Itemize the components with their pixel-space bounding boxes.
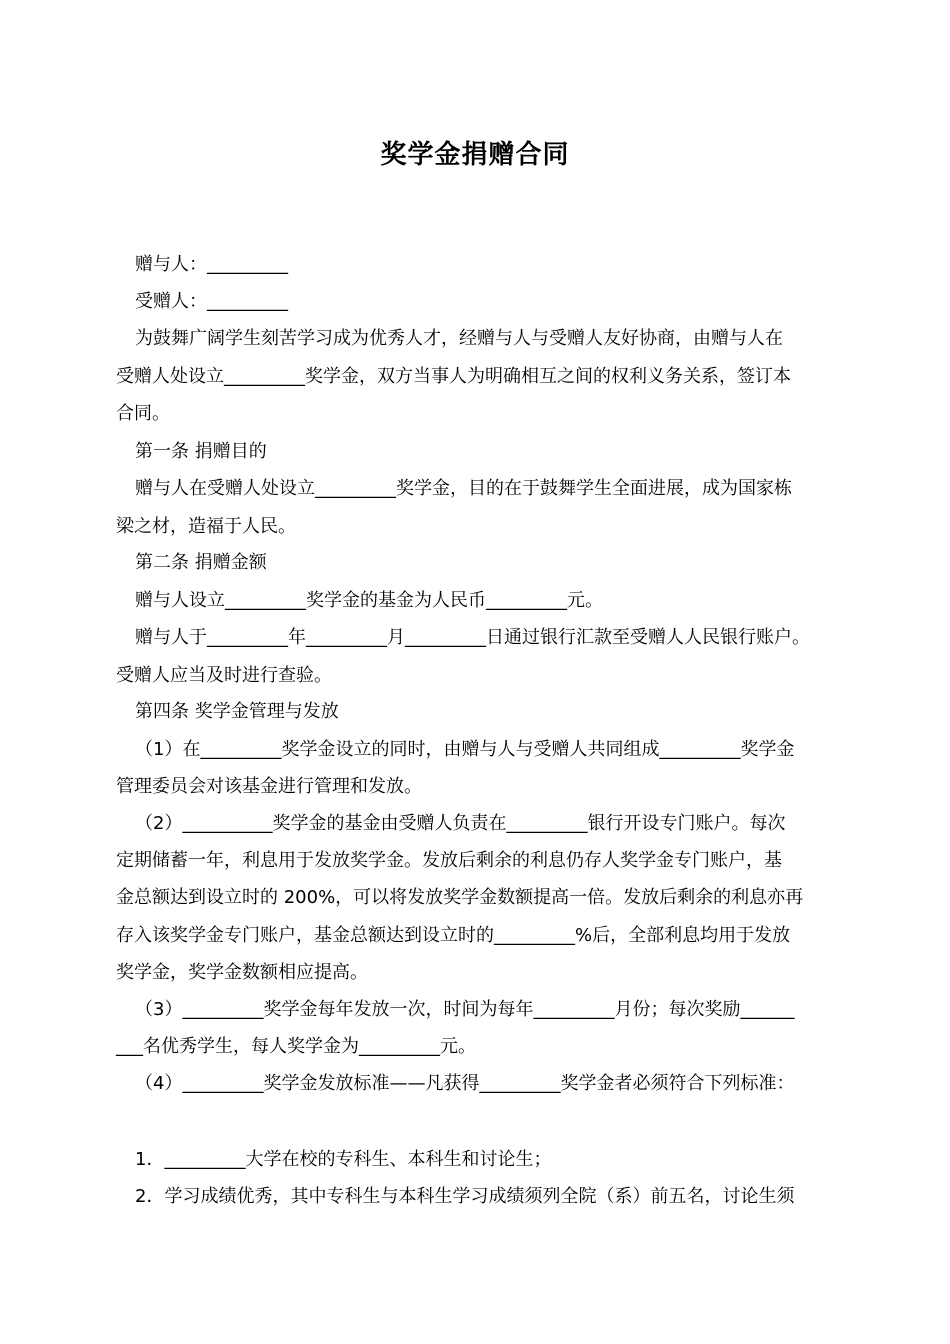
preamble-line: 为鼓舞广阔学生刻苦学习成为优秀人才，经赠与人与受赠人友好协商，由赠与人在	[135, 328, 783, 349]
clause-line: 定期储蓄一年，利息用于发放奖学金。发放后剩余的利息仍存人奖学金专门账户，基	[116, 850, 782, 871]
clause-line: （4）_________奖学金发放标准——凡获得_________奖学金者必须符合下列标准：	[135, 1073, 795, 1094]
paragraph-line: 赠与人设立_________奖学金的基金为人民币_________元。	[135, 590, 603, 611]
article-heading: 第四条 奖学金管理与发放	[135, 701, 339, 722]
clause-line: （3）_________奖学金每年发放一次，时间为每年_________月份；每次奖励______	[135, 999, 795, 1020]
paragraph-line: 受赠人应当及时进行查验。	[116, 665, 332, 686]
clause-line: （2）__________奖学金的基金由受赠人负责在_________银行开设专门账户。每次	[135, 813, 786, 834]
criteria-item: 2．学习成绩优秀，其中专科生与本科生学习成绩须列全院（系）前五名，讨论生须	[135, 1186, 795, 1207]
paragraph-line: 梁之材，造福于人民。	[116, 516, 296, 537]
article-heading: 第一条 捐赠目的	[135, 441, 267, 462]
preamble-line: 受赠人处设立_________奖学金，双方当事人为明确相互之间的权利义务关系，签订本	[116, 366, 791, 387]
clause-line: 金总额达到设立时的 200%，可以将发放奖学金数额提高一倍。发放后剩余的利息亦再	[116, 887, 804, 908]
donor-line: 赠与人：_________	[135, 254, 288, 275]
criteria-item: 1．_________大学在校的专科生、本科生和讨论生；	[135, 1149, 552, 1170]
clause-line: 存入该奖学金专门账户，基金总额达到设立时的_________%后，全部利息均用于发放	[116, 925, 791, 946]
paragraph-line: 赠与人于_________年_________月_________日通过银行汇款至受赠人人民银行账户。	[135, 627, 810, 648]
clause-line: 管理委员会对该基金进行管理和发放。	[116, 776, 422, 797]
document-title: 奖学金捐赠合同	[380, 140, 570, 170]
paragraph-line: 赠与人在受赠人处设立_________奖学金，目的在于鼓舞学生全面进展，成为国家栋	[135, 478, 792, 499]
recipient-line: 受赠人：_________	[135, 291, 288, 312]
preamble-line: 合同。	[116, 403, 170, 424]
clause-line: （1）在_________奖学金设立的同时，由赠与人与受赠人共同组成_________奖学金	[135, 739, 795, 760]
article-heading: 第二条 捐赠金额	[135, 552, 267, 573]
clause-line: 奖学金，奖学金数额相应提高。	[116, 962, 368, 983]
clause-line: ___名优秀学生，每人奖学金为_________元。	[116, 1036, 476, 1057]
